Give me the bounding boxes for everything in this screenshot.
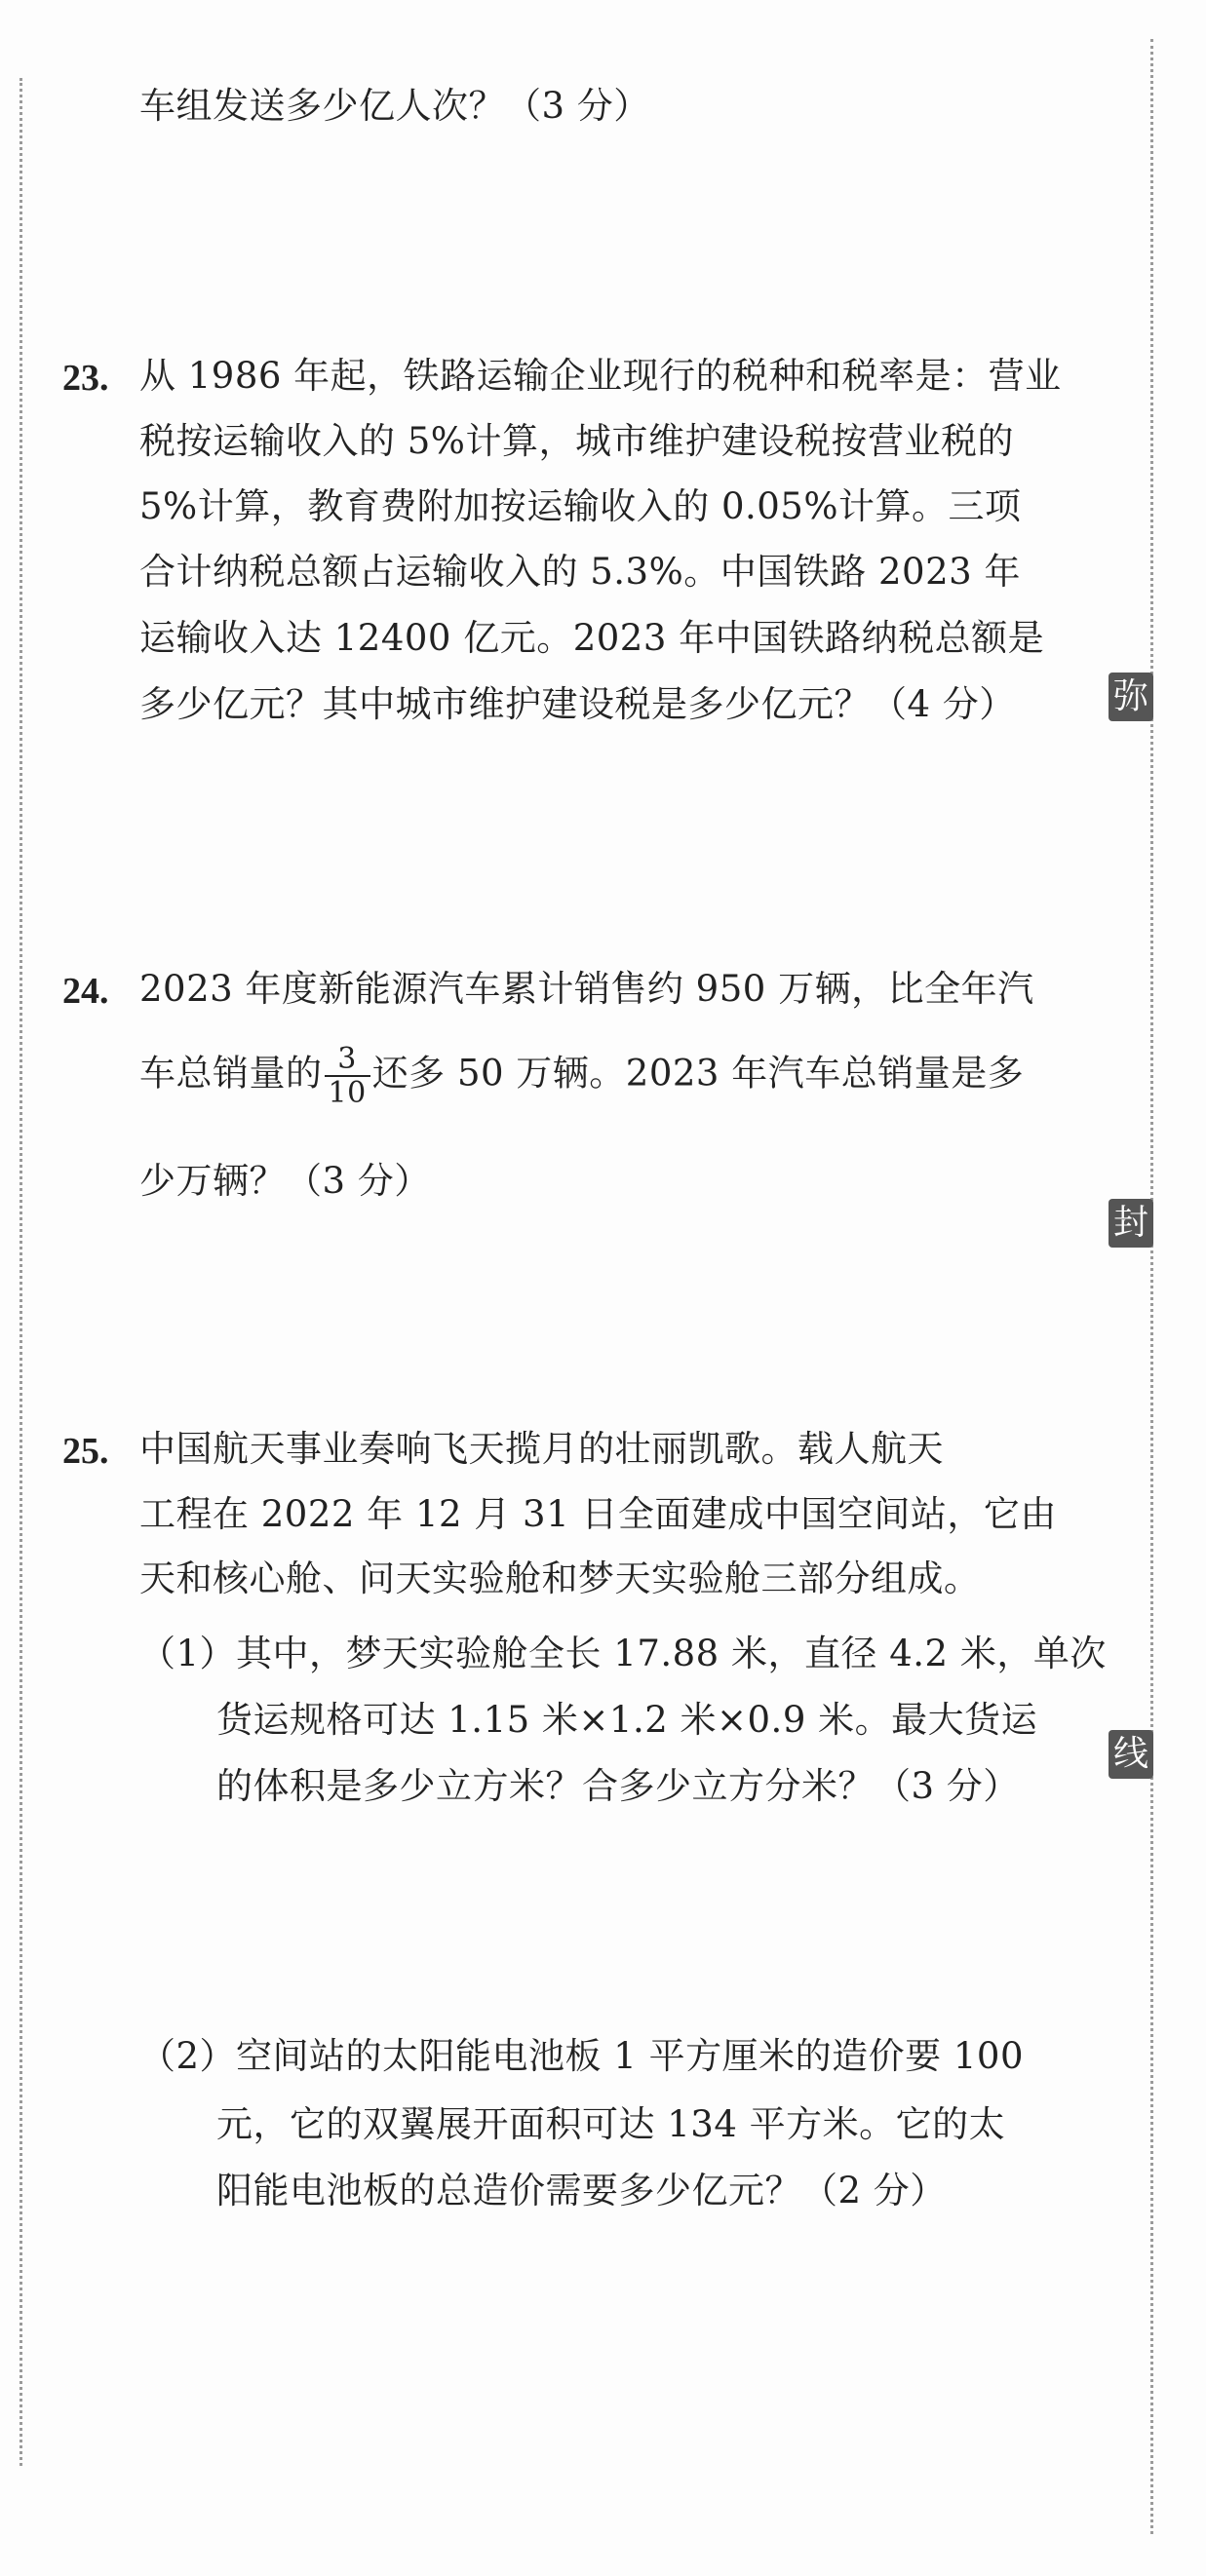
question-24-line-2-end: 还多 50 万辆。2023 年汽车总销量是多	[371, 1052, 1025, 1095]
question-25-part-2-line-3: 阳能电池板的总造价需要多少亿元？（2 分）	[216, 2170, 947, 2211]
question-25-part-1-line-2: 货运规格可达 1.15 米×1.2 米×0.9 米。最大货运	[216, 1699, 1038, 1741]
question-25-part-1-line-1: （1）其中，梦天实验舱全长 17.88 米，直径 4.2 米，单次	[139, 1633, 1107, 1674]
question-23-line-2: 税按运输收入的 5%计算，城市维护建设税按营业税的	[139, 420, 1014, 462]
question-25-part-1-line-3: 的体积是多少立方米？合多少立方分米？（3 分）	[216, 1765, 1020, 1807]
seal-label-xian: 线	[1109, 1730, 1153, 1779]
question-25-line-2: 工程在 2022 年 12 月 31 日全面建成中国空间站，它由	[139, 1493, 1057, 1535]
question-25-part-2-line-1: （2）空间站的太阳能电池板 1 平方厘米的造价要 100	[139, 2035, 1024, 2077]
question-24-line-2-start: 车总销量的	[139, 1052, 323, 1095]
seal-label-mi: 弥	[1109, 673, 1153, 721]
question-23-line-3: 5%计算，教育费附加按运输收入的 0.05%计算。三项	[139, 485, 1022, 527]
fraction-three-tenths	[325, 1043, 370, 1109]
question-23-line-6: 多少亿元？其中城市维护建设税是多少亿元？（4 分）	[139, 683, 1016, 725]
question-23-line-4: 合计纳税总额占运输收入的 5.3%。中国铁路 2023 年	[139, 551, 1021, 593]
question-23-number: 23.	[62, 358, 109, 399]
seal-label-feng: 封	[1109, 1199, 1153, 1248]
question-23-line-1: 从 1986 年起，铁路运输企业现行的税种和税率是：营业	[139, 355, 1062, 397]
question-25-line-3: 天和核心舱、问天实验舱和梦天实验舱三部分组成。	[139, 1557, 981, 1599]
question-23-line-5: 运输收入达 12400 亿元。2023 年中国铁路纳税总额是	[139, 617, 1045, 659]
question-24-line-1: 2023 年度新能源汽车累计销售约 950 万辆，比全年汽	[139, 968, 1034, 1010]
question-24-line-2	[139, 1043, 1024, 1109]
previous-question-tail: 车组发送多少亿人次？（3 分）	[139, 85, 650, 127]
fraction-numerator: 3	[325, 1043, 370, 1077]
fraction-denominator: 10	[328, 1076, 367, 1110]
question-25-number: 25.	[62, 1431, 109, 1472]
question-25-part-2-line-2: 元，它的双翼展开面积可达 134 平方米。它的太	[216, 2103, 1006, 2145]
question-25-line-1: 中国航天事业奏响飞天揽月的壮丽凯歌。载人航天	[139, 1428, 944, 1470]
question-24-line-3: 少万辆？（3 分）	[139, 1160, 431, 1202]
question-24-number: 24.	[62, 971, 109, 1012]
left-dotted-line	[19, 78, 22, 2466]
right-dotted-seal-line	[1150, 39, 1153, 2534]
